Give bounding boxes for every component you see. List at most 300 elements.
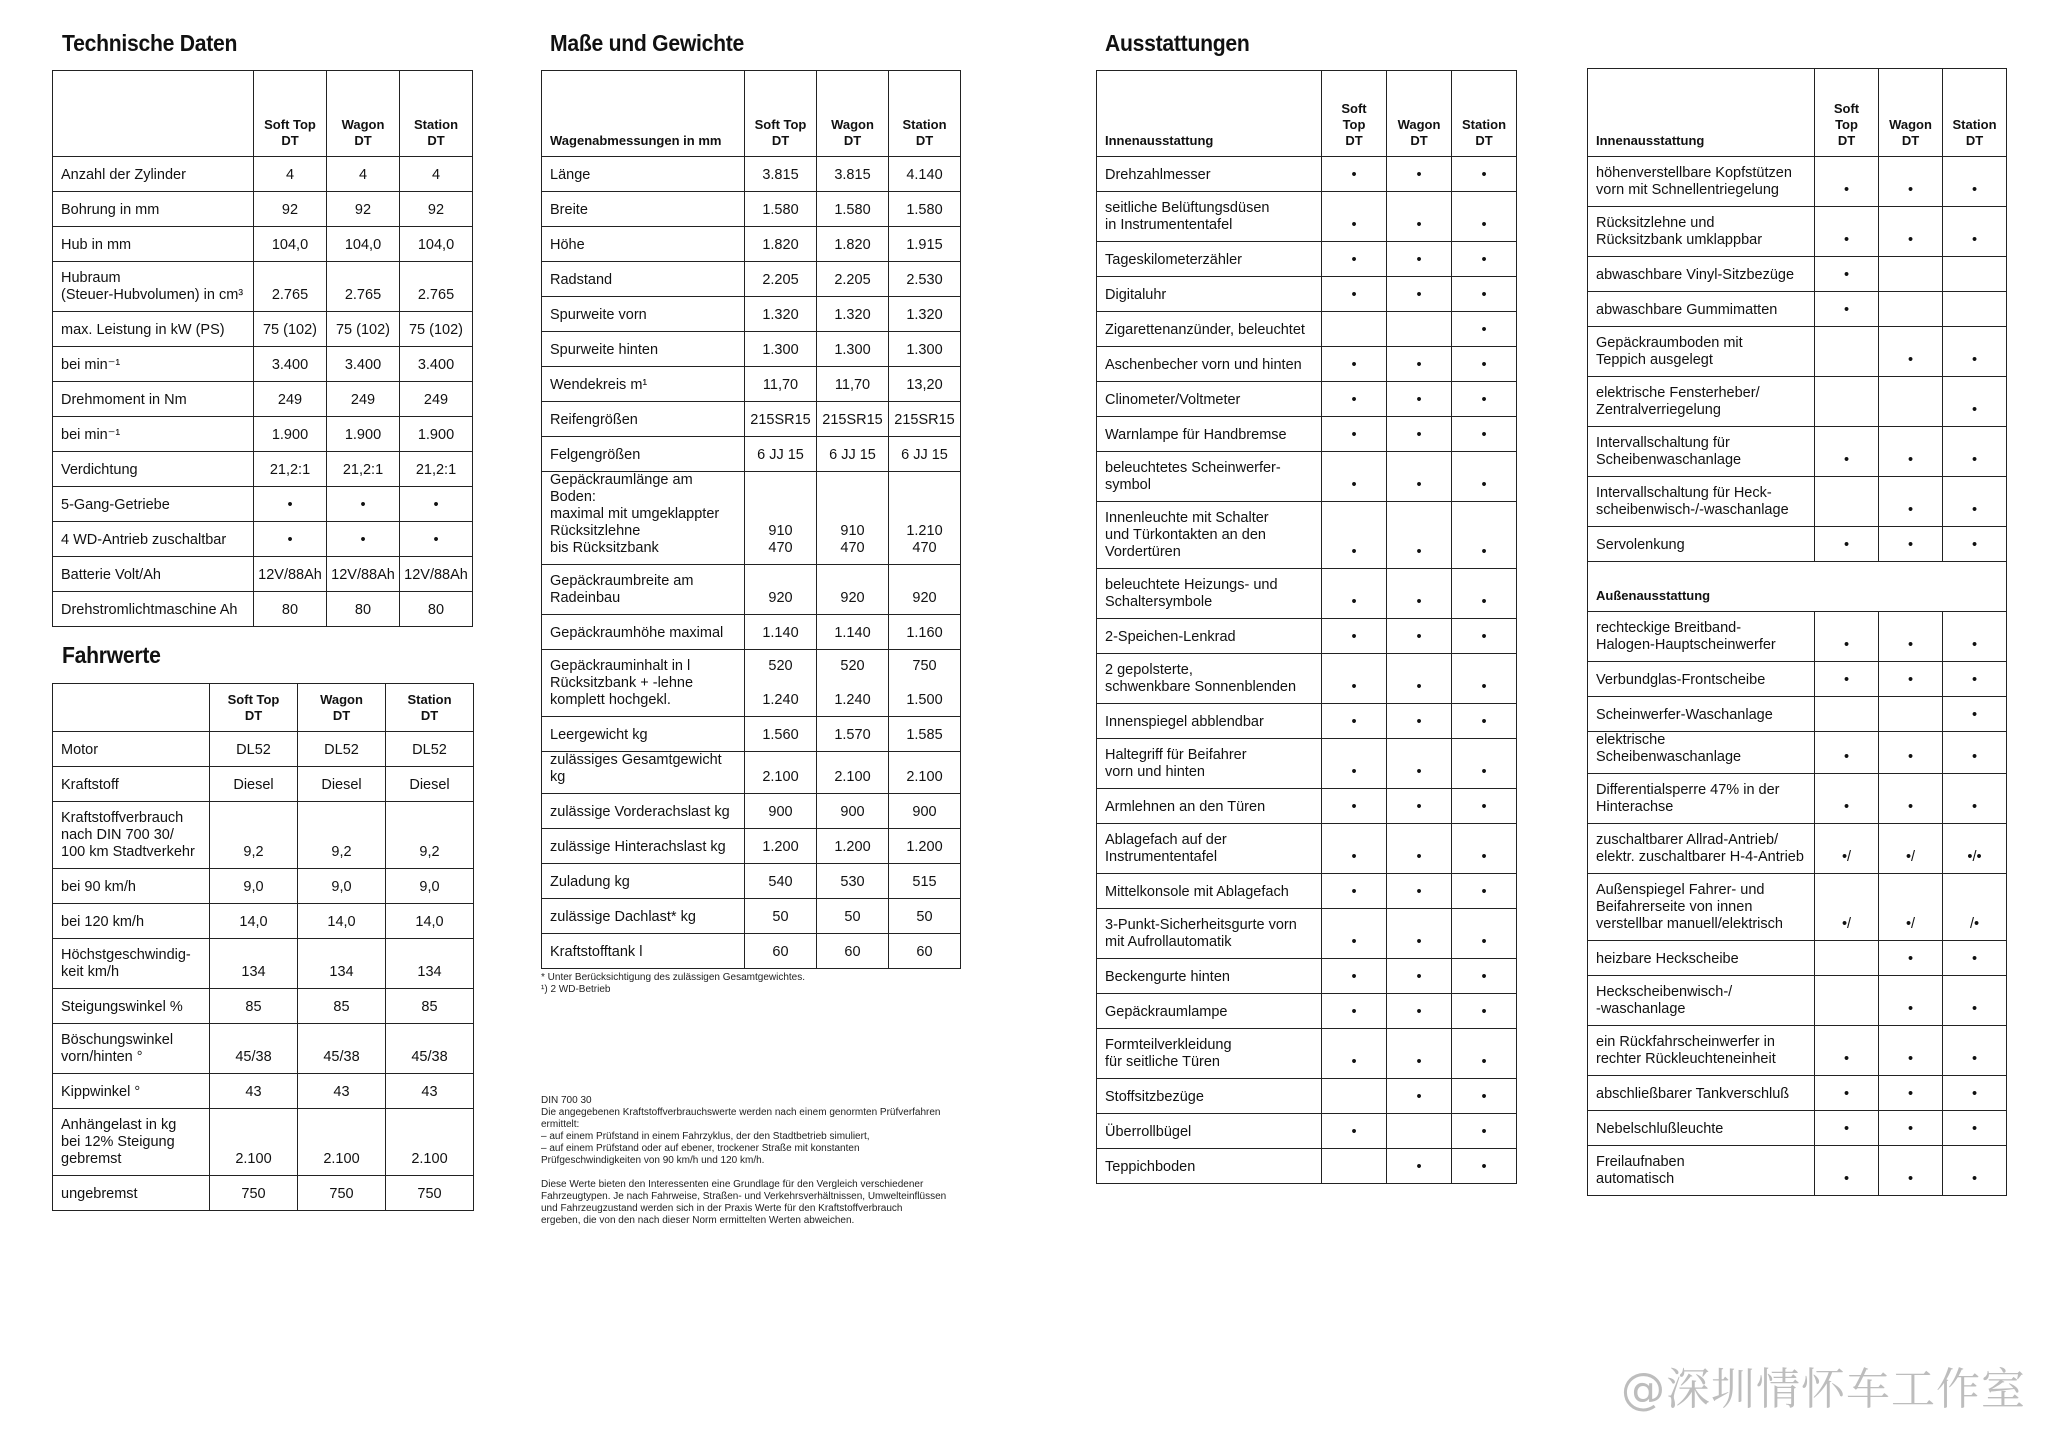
table-row: [542, 262, 961, 297]
column-header: Wagon DT: [1879, 69, 1943, 157]
table-row: [1588, 1076, 2007, 1111]
row-label: Gepäckraumhöhe maximal: [542, 615, 745, 650]
row-label: Intervallschaltung für Scheibenwaschanlage: [1588, 427, 1815, 477]
cell-value: •: [1387, 824, 1452, 874]
row-label: elektrische Fensterheber/ Zentralverriegelung: [1588, 377, 1815, 427]
cell-value: 2.100: [817, 752, 889, 794]
cell-value: 50: [745, 899, 817, 934]
cell-value: 2.205: [817, 262, 889, 297]
row-label: Felgengrößen: [542, 437, 745, 472]
row-label: Mittelkonsole mit Ablagefach: [1097, 874, 1322, 909]
row-label: Warnlampe für Handbremse: [1097, 417, 1322, 452]
table-row: [53, 802, 474, 869]
cell-value: 104,0: [400, 227, 473, 262]
cell-value: •: [1943, 1146, 2007, 1196]
table-technische-daten: [52, 70, 473, 627]
row-label: Anzahl der Zylinder: [53, 157, 254, 192]
row-label: Steigungswinkel %: [53, 989, 210, 1024]
table-row: [53, 939, 474, 989]
cell-value: 104,0: [327, 227, 400, 262]
cell-value: [1879, 292, 1943, 327]
cell-value: •: [1879, 774, 1943, 824]
cell-value: •: [1943, 207, 2007, 257]
table-row: [53, 1024, 474, 1074]
cell-value: 134: [386, 939, 474, 989]
cell-value: 2.765: [327, 262, 400, 312]
row-label: Verbundglas-Frontscheibe: [1588, 662, 1815, 697]
cell-value: •: [1879, 327, 1943, 377]
cell-value: •: [1879, 1111, 1943, 1146]
table-row: [542, 934, 961, 969]
cell-value: •: [1322, 654, 1387, 704]
cell-value: •: [1387, 739, 1452, 789]
row-label: Höhe: [542, 227, 745, 262]
watermark: @深圳情怀车工作室: [1621, 1364, 2026, 1415]
row-label: Nebelschlußleuchte: [1588, 1111, 1815, 1146]
cell-value: 4: [254, 157, 327, 192]
cell-value: •: [1387, 704, 1452, 739]
cell-value: 92: [254, 192, 327, 227]
table-row: [1097, 704, 1517, 739]
row-label: elektrische Scheibenwaschanlage: [1588, 732, 1815, 774]
row-label: Beckengurte hinten: [1097, 959, 1322, 994]
cell-value: •: [1879, 1146, 1943, 1196]
cell-value: •: [254, 487, 327, 522]
cell-value: 43: [298, 1074, 386, 1109]
row-label: Zuladung kg: [542, 864, 745, 899]
row-label: Kraftstofftank l: [542, 934, 745, 969]
cell-value: 9,2: [386, 802, 474, 869]
title-masse-gewichte: Maße und Gewichte: [550, 30, 745, 56]
table-row: [1097, 619, 1517, 654]
cell-value: 75 (102): [400, 312, 473, 347]
cell-value: [1322, 1079, 1387, 1114]
cell-value: 1.320: [817, 297, 889, 332]
table-row: [53, 417, 473, 452]
row-label: Zigarettenanzünder, beleuchtet: [1097, 312, 1322, 347]
cell-value: •: [1815, 257, 1879, 292]
cell-value: •: [1943, 697, 2007, 732]
cell-value: •: [1387, 1149, 1452, 1184]
table-row: [53, 732, 474, 767]
title-technische-daten: Technische Daten: [62, 30, 238, 56]
cell-value: •: [1452, 619, 1517, 654]
table-row: [542, 615, 961, 650]
cell-value: •: [1815, 732, 1879, 774]
cell-value: [1815, 941, 1879, 976]
table-row: [1097, 502, 1517, 569]
cell-value: 920: [889, 565, 961, 615]
row-label: Kraftstoffverbrauch nach DIN 700 30/ 100 km Stadtverkehr: [53, 802, 210, 869]
cell-value: 43: [386, 1074, 474, 1109]
cell-value: •: [1322, 382, 1387, 417]
row-label: 2-Speichen-Lenkrad: [1097, 619, 1322, 654]
cell-value: •/: [1815, 874, 1879, 941]
cell-value: •: [1452, 502, 1517, 569]
cell-value: [1815, 377, 1879, 427]
row-label: Hub in mm: [53, 227, 254, 262]
cell-value: 920: [817, 565, 889, 615]
cell-value: •/: [1879, 824, 1943, 874]
cell-value: •: [1387, 347, 1452, 382]
cell-value: •/: [1815, 824, 1879, 874]
cell-value: 9,0: [210, 869, 298, 904]
cell-value: •: [1387, 909, 1452, 959]
table-row: [542, 402, 961, 437]
cell-value: DL52: [210, 732, 298, 767]
cell-value: 750: [210, 1176, 298, 1211]
table-row: [1588, 1026, 2007, 1076]
row-label: abwaschbare Gummimatten: [1588, 292, 1815, 327]
cell-value: 1.580: [817, 192, 889, 227]
cell-value: 215SR15: [745, 402, 817, 437]
table-row: [542, 367, 961, 402]
cell-value: •: [1387, 1029, 1452, 1079]
table-row: [1097, 1114, 1517, 1149]
table-row: [1097, 347, 1517, 382]
row-label: Innenleuchte mit Schalter und Türkontakten an den Vordertüren: [1097, 502, 1322, 569]
cell-value: [1387, 312, 1452, 347]
cell-value: 1.200: [745, 829, 817, 864]
row-label: Gepäckrauminhalt in l Rücksitzbank + -lehne komplett hochgekl.: [542, 650, 745, 717]
header-label: Wagenabmessungen in mm: [542, 71, 745, 157]
cell-value: •: [327, 522, 400, 557]
table-row: [542, 227, 961, 262]
cell-value: •: [1815, 612, 1879, 662]
cell-value: •: [1452, 277, 1517, 312]
cell-value: •/: [1879, 874, 1943, 941]
table-row: [53, 522, 473, 557]
table-masse-gewichte: [541, 70, 961, 969]
row-label: Spurweite vorn: [542, 297, 745, 332]
cell-value: 12V/88Ah: [327, 557, 400, 592]
table-row: [1588, 427, 2007, 477]
row-label: seitliche Belüftungsdüsen in Instrumententafel: [1097, 192, 1322, 242]
cell-value: •: [1322, 192, 1387, 242]
cell-value: 6 JJ 15: [889, 437, 961, 472]
row-label: Gepäckraumbreite am Radeinbau: [542, 565, 745, 615]
cell-value: 2.765: [254, 262, 327, 312]
table-row: [1588, 612, 2007, 662]
row-label: abschließbarer Tankverschluß: [1588, 1076, 1815, 1111]
table-row: [53, 157, 473, 192]
cell-value: 3.815: [817, 157, 889, 192]
column-header: Station DT: [889, 71, 961, 157]
table-row: [1097, 824, 1517, 874]
cell-value: 134: [210, 939, 298, 989]
cell-value: 1.820: [745, 227, 817, 262]
cell-value: •: [1815, 292, 1879, 327]
cell-value: •: [1322, 874, 1387, 909]
table-row: [542, 899, 961, 934]
table-row: [53, 262, 473, 312]
cell-value: 85: [210, 989, 298, 1024]
row-label: Digitaluhr: [1097, 277, 1322, 312]
column-header: Station DT: [1452, 71, 1517, 157]
table-row: [1097, 192, 1517, 242]
row-label: Intervallschaltung für Heck- scheibenwisch-/-waschanlage: [1588, 477, 1815, 527]
table-row: [542, 565, 961, 615]
cell-value: 21,2:1: [400, 452, 473, 487]
table-row: [53, 1074, 474, 1109]
table-row: [53, 347, 473, 382]
cell-value: •: [1879, 207, 1943, 257]
cell-value: [1943, 292, 2007, 327]
cell-value: •: [1387, 654, 1452, 704]
cell-value: •: [1879, 732, 1943, 774]
cell-value: •: [1943, 662, 2007, 697]
cell-value: [1879, 377, 1943, 427]
table-row: [542, 752, 961, 794]
row-label: Anhängelast in kg bei 12% Steigung gebremst: [53, 1109, 210, 1176]
cell-value: 2.205: [745, 262, 817, 297]
table-row: [1097, 1079, 1517, 1114]
cell-value: •: [1879, 662, 1943, 697]
cell-value: 1.900: [254, 417, 327, 452]
row-label: Kraftstoff: [53, 767, 210, 802]
cell-value: •: [1815, 207, 1879, 257]
cell-value: 1.560: [745, 717, 817, 752]
cell-value: •: [1943, 774, 2007, 824]
cell-value: •: [1387, 502, 1452, 569]
cell-value: 910 470: [817, 472, 889, 565]
row-label: Drehstromlichtmaschine Ah: [53, 592, 254, 627]
row-label: Gepäckraumlänge am Boden: maximal mit umgeklappter Rücksitzlehne bis Rücksitzbank: [542, 472, 745, 565]
cell-value: 4: [400, 157, 473, 192]
row-label: Höchstgeschwindig- keit km/h: [53, 939, 210, 989]
cell-value: [1943, 257, 2007, 292]
cell-value: 249: [254, 382, 327, 417]
cell-value: 1.300: [889, 332, 961, 367]
row-label: 3-Punkt-Sicherheitsgurte vorn mit Aufrollautomatik: [1097, 909, 1322, 959]
cell-value: •: [1452, 452, 1517, 502]
row-label: Ablagefach auf der Instrumententafel: [1097, 824, 1322, 874]
footnote-dachlast: * Unter Berücksichtigung des zulässigen Gesamtgewichtes. ¹) 2 WD-Betrieb: [541, 972, 806, 995]
table-row: [53, 869, 474, 904]
cell-value: 530: [817, 864, 889, 899]
cell-value: 1.915: [889, 227, 961, 262]
cell-value: •: [1387, 157, 1452, 192]
cell-value: Diesel: [298, 767, 386, 802]
cell-value: •: [1879, 527, 1943, 562]
cell-value: 80: [400, 592, 473, 627]
row-label: 2 gepolsterte, schwenkbare Sonnenblenden: [1097, 654, 1322, 704]
cell-value: 2.530: [889, 262, 961, 297]
cell-value: 1.210 470: [889, 472, 961, 565]
row-label: Innenspiegel abblendbar: [1097, 704, 1322, 739]
cell-value: 1.900: [327, 417, 400, 452]
cell-value: •: [1943, 941, 2007, 976]
table-row: [542, 864, 961, 899]
row-label: Haltegriff für Beifahrer vorn und hinten: [1097, 739, 1322, 789]
cell-value: 6 JJ 15: [817, 437, 889, 472]
cell-value: 3.400: [254, 347, 327, 382]
cell-value: 910 470: [745, 472, 817, 565]
row-label: heizbare Heckscheibe: [1588, 941, 1815, 976]
header-label: [53, 684, 210, 732]
cell-value: /•: [1943, 874, 2007, 941]
cell-value: •: [1452, 789, 1517, 824]
table-row: [542, 794, 961, 829]
cell-value: 75 (102): [327, 312, 400, 347]
cell-value: 750 1.500: [889, 650, 961, 717]
cell-value: 1.900: [400, 417, 473, 452]
cell-value: 3.815: [745, 157, 817, 192]
cell-value: •: [1879, 612, 1943, 662]
table-row: [1097, 242, 1517, 277]
table-row: [1097, 277, 1517, 312]
row-label: Überrollbügel: [1097, 1114, 1322, 1149]
column-header: Wagon DT: [298, 684, 386, 732]
cell-value: •: [1452, 1079, 1517, 1114]
table-row: [1588, 527, 2007, 562]
table-row: [53, 767, 474, 802]
row-label: max. Leistung in kW (PS): [53, 312, 254, 347]
table-row: [53, 487, 473, 522]
cell-value: •: [1387, 417, 1452, 452]
cell-value: DL52: [298, 732, 386, 767]
cell-value: 14,0: [210, 904, 298, 939]
cell-value: •: [1452, 654, 1517, 704]
cell-value: •: [1322, 824, 1387, 874]
cell-value: 1.585: [889, 717, 961, 752]
row-label: zulässiges Gesamtgewicht kg: [542, 752, 745, 794]
cell-value: 14,0: [298, 904, 386, 939]
cell-value: •: [1815, 527, 1879, 562]
cell-value: •: [1322, 619, 1387, 654]
table-row: [542, 192, 961, 227]
cell-value: 6 JJ 15: [745, 437, 817, 472]
row-label: 5-Gang-Getriebe: [53, 487, 254, 522]
cell-value: •: [1452, 382, 1517, 417]
table-row: [53, 227, 473, 262]
cell-value: •: [1322, 739, 1387, 789]
cell-value: •: [1387, 452, 1452, 502]
row-label: Breite: [542, 192, 745, 227]
cell-value: •: [1387, 382, 1452, 417]
table-row: [1588, 157, 2007, 207]
row-label: Gepäckraumboden mit Teppich ausgelegt: [1588, 327, 1815, 377]
column-header: Wagon DT: [327, 71, 400, 157]
row-label: abwaschbare Vinyl-Sitzbezüge: [1588, 257, 1815, 292]
cell-value: •: [1815, 157, 1879, 207]
cell-value: 2.100: [889, 752, 961, 794]
cell-value: 215SR15: [889, 402, 961, 437]
cell-value: 900: [889, 794, 961, 829]
table-row: [1097, 452, 1517, 502]
cell-value: •: [1322, 1029, 1387, 1079]
cell-value: •: [1943, 976, 2007, 1026]
table-row: [1097, 312, 1517, 347]
cell-value: DL52: [386, 732, 474, 767]
column-header: Wagon DT: [817, 71, 889, 157]
row-label: Wendekreis m¹: [542, 367, 745, 402]
row-label: Armlehnen an den Türen: [1097, 789, 1322, 824]
cell-value: •: [1387, 619, 1452, 654]
cell-value: •: [1943, 527, 2007, 562]
cell-value: 43: [210, 1074, 298, 1109]
row-label: ein Rückfahrscheinwerfer in rechter Rückleuchteneinheit: [1588, 1026, 1815, 1076]
header-label: Innenausstattung: [1588, 69, 1815, 157]
cell-value: •: [1322, 1114, 1387, 1149]
cell-value: 515: [889, 864, 961, 899]
row-label: Stoffsitzbezüge: [1097, 1079, 1322, 1114]
table-row: [542, 437, 961, 472]
cell-value: •: [1322, 502, 1387, 569]
table-row: [542, 717, 961, 752]
cell-value: 45/38: [386, 1024, 474, 1074]
row-label: Kippwinkel °: [53, 1074, 210, 1109]
table-row: [1097, 417, 1517, 452]
cell-value: •: [1452, 824, 1517, 874]
column-header: Soft Top DT: [1815, 69, 1879, 157]
cell-value: •: [1452, 704, 1517, 739]
table-row: [1097, 157, 1517, 192]
title-fahrwerte: Fahrwerte: [62, 642, 161, 668]
table-row: [1588, 697, 2007, 732]
table-row: [542, 472, 961, 565]
cell-value: •: [254, 522, 327, 557]
cell-value: •: [1452, 1149, 1517, 1184]
cell-value: 1.140: [745, 615, 817, 650]
table-row: [53, 592, 473, 627]
row-label: Drehmoment in Nm: [53, 382, 254, 417]
cell-value: 104,0: [254, 227, 327, 262]
cell-value: [1322, 1149, 1387, 1184]
cell-value: 12V/88Ah: [400, 557, 473, 592]
cell-value: •: [1452, 1029, 1517, 1079]
row-label: Verdichtung: [53, 452, 254, 487]
cell-value: 45/38: [298, 1024, 386, 1074]
row-label: zulässige Hinterachslast kg: [542, 829, 745, 864]
row-label: rechteckige Breitband- Halogen-Hauptscheinwerfer: [1588, 612, 1815, 662]
cell-value: 2.100: [210, 1109, 298, 1176]
subsection-header: Außenausstattung: [1588, 562, 2007, 612]
cell-value: Diesel: [386, 767, 474, 802]
table-row: [1588, 874, 2007, 941]
cell-value: 75 (102): [254, 312, 327, 347]
cell-value: •: [1322, 157, 1387, 192]
cell-value: •: [1943, 157, 2007, 207]
table-row: [1588, 292, 2007, 327]
cell-value: 134: [298, 939, 386, 989]
table-row: [53, 312, 473, 347]
cell-value: 9,2: [298, 802, 386, 869]
cell-value: 1.300: [817, 332, 889, 367]
table-row: [1097, 654, 1517, 704]
cell-value: 750: [298, 1176, 386, 1211]
cell-value: [1387, 1114, 1452, 1149]
cell-value: •: [1322, 959, 1387, 994]
row-label: Radstand: [542, 262, 745, 297]
cell-value: 21,2:1: [327, 452, 400, 487]
cell-value: 92: [400, 192, 473, 227]
cell-value: 750: [386, 1176, 474, 1211]
row-label: bei min⁻¹: [53, 417, 254, 452]
cell-value: •: [1452, 417, 1517, 452]
cell-value: [1815, 976, 1879, 1026]
cell-value: •: [1322, 909, 1387, 959]
cell-value: •: [1452, 192, 1517, 242]
row-label: Drehzahlmesser: [1097, 157, 1322, 192]
cell-value: •: [1943, 1076, 2007, 1111]
cell-value: [1879, 257, 1943, 292]
cell-value: •: [1387, 789, 1452, 824]
header-label: Innenausstattung: [1097, 71, 1322, 157]
cell-value: •: [1452, 739, 1517, 789]
cell-value: 60: [889, 934, 961, 969]
column-header: Soft Top DT: [254, 71, 327, 157]
